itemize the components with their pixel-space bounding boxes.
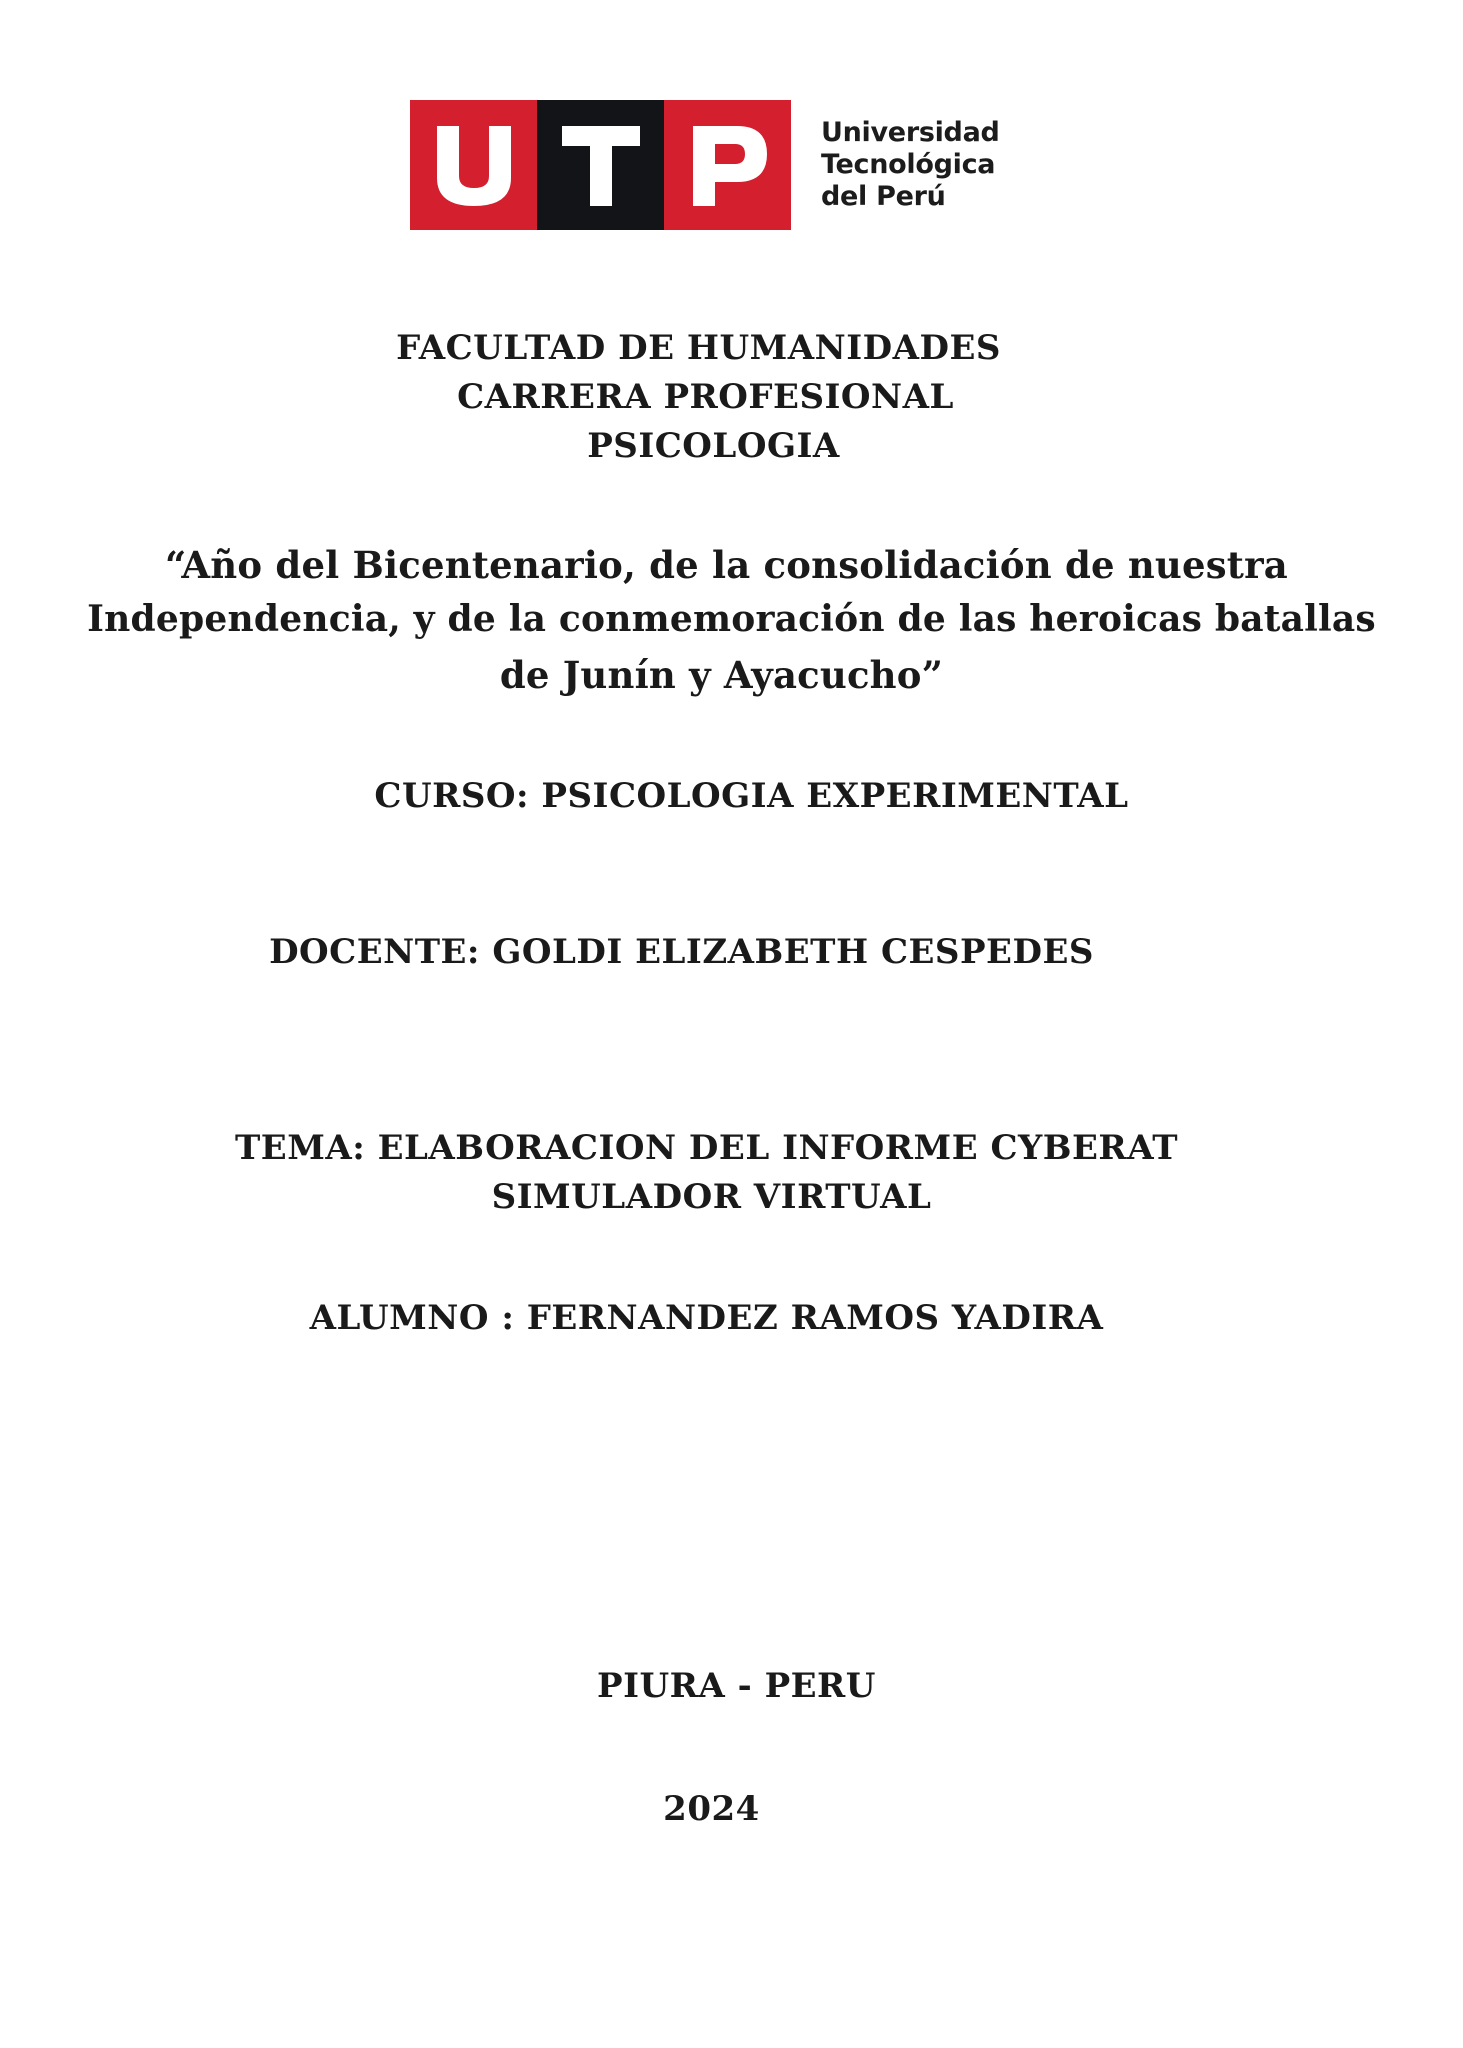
logo-block-u — [410, 100, 537, 230]
letter-p-icon — [683, 122, 773, 208]
logo-block-t — [537, 100, 664, 230]
topic-line-1: TEMA: ELABORACION DEL INFORME CYBERAT — [234, 1128, 1179, 1168]
place-line: PIURA - PERU — [597, 1666, 876, 1706]
faculty-line: FACULTAD DE HUMANIDADES — [396, 328, 1001, 368]
university-name-line: del Perú — [821, 181, 946, 212]
program-line: PSICOLOGIA — [587, 426, 840, 466]
motto-line-1: “Año del Bicentenario, de la consolidación de nuestra — [165, 543, 1288, 587]
topic-line-2: SIMULADOR VIRTUAL — [491, 1177, 932, 1217]
motto-line-2: Independencia, y de la conmemoración de las heroicas batallas — [87, 598, 1376, 640]
letter-u-icon — [429, 122, 519, 208]
career-line: CARRERA PROFESIONAL — [457, 377, 954, 417]
university-name-line: Tecnológica — [821, 149, 996, 180]
motto-line-3: de Junín y Ayacucho” — [499, 653, 944, 697]
logo-block-p — [664, 100, 791, 230]
student-line: ALUMNO : FERNANDEZ RAMOS YADIRA — [309, 1298, 1104, 1338]
utp-logo — [410, 100, 1000, 230]
year-line: 2024 — [663, 1789, 760, 1829]
teacher-line: DOCENTE: GOLDI ELIZABETH CESPEDES — [269, 932, 1094, 972]
course-line: CURSO: PSICOLOGIA EXPERIMENTAL — [374, 776, 1129, 816]
university-name — [821, 117, 1000, 213]
university-name-line: Universidad — [821, 117, 1000, 148]
letter-t-icon — [556, 122, 646, 208]
